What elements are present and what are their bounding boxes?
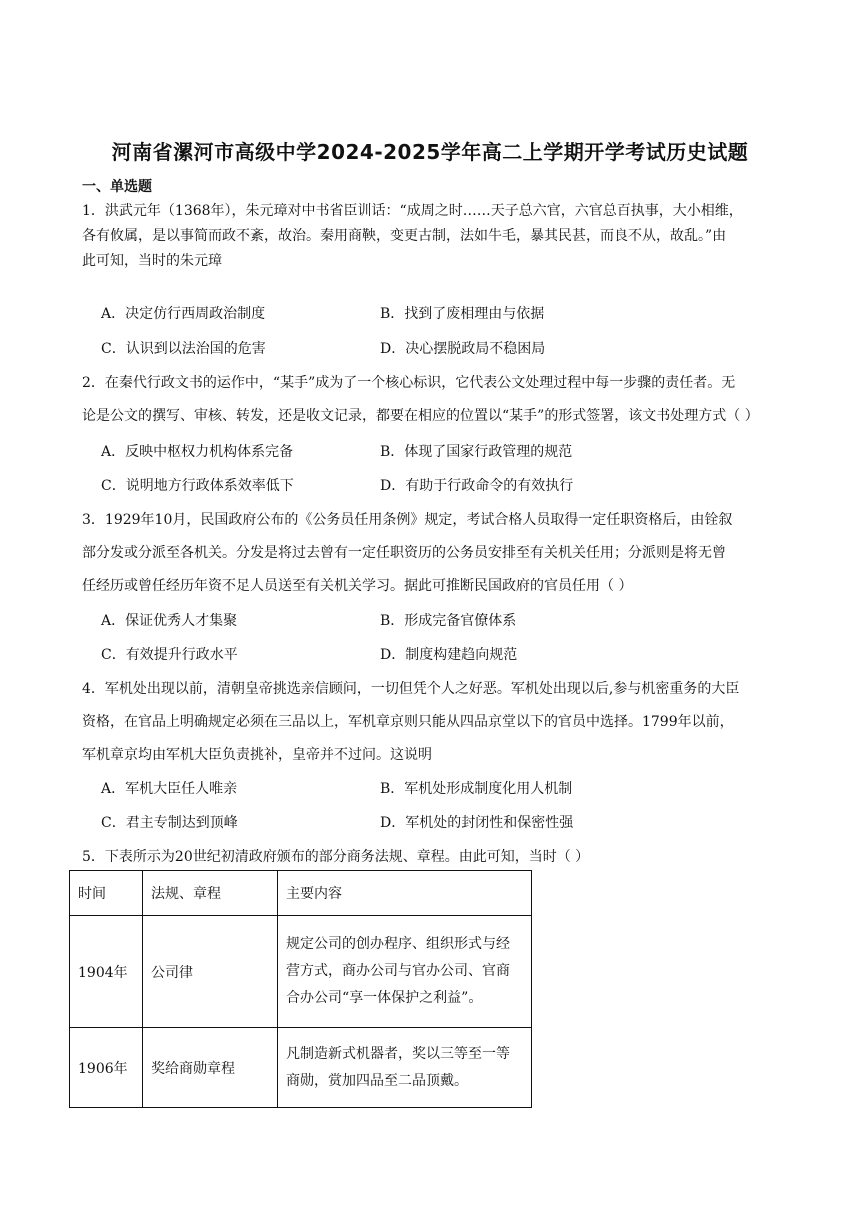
option-b[interactable]: B．找到了废相理由与依据 [380,306,545,322]
question-text-line: 资格，在官品上明确规定必须在三品以上，军机章京则只能从四品京堂以下的官员中选择。1799年以前， [82,714,734,730]
option-d[interactable]: D．制度构建趋向规范 [380,647,518,663]
option-b[interactable]: B．军机处形成制度化用人机制 [380,781,573,797]
table-cell-year: 1906年 [70,1028,143,1108]
question-text-line: 各有攸属，是以事简而政不紊，故治。秦用商鞅，变更古制，法如牛毛，暴其民甚，而良不从，故乱。”由 [82,228,727,244]
table-cell-content [278,1028,532,1108]
option-c[interactable]: C．有效提升行政水平 [101,647,238,663]
table-header-row [70,871,532,916]
table-row [70,1028,532,1108]
option-a[interactable]: A．保证优秀人才集聚 [101,613,238,629]
option-a[interactable]: A．决定仿行西周政治制度 [101,306,266,322]
table-cell-name: 公司律 [143,916,278,1028]
content-line: 凡制造新式机器者，奖以三等至一等 [286,1045,510,1062]
option-c[interactable]: C．君主专制达到顶峰 [101,815,238,831]
question-text-line: 论是公文的撰写、审核、转发，还是收文记录，都要在相应的位置以“某手”的形式签署，该文书处理方式（ ） [82,408,759,424]
option-d[interactable]: D．有助于行政命令的有效执行 [380,478,574,494]
table-header-cell: 主要内容 [278,871,532,916]
question-text-line: 部分发或分派至各机关。分发是将过去曾有一定任职资历的公务员安排至有关机关任用；分派则是将无曾 [82,545,726,561]
table-row [70,916,532,1028]
option-d[interactable]: D．军机处的封闭性和保密性强 [380,815,574,831]
question-text-line: 4．军机处出现以前，清朝皇帝挑选亲信顾问，一切但凭个人之好恶。军机处出现以后,参与机密重务的大臣 [82,681,740,697]
question-text-line: 军机章京均由军机大臣负责挑补，皇帝并不过问。这说明 [82,747,432,763]
content-line: 商勋，赏加四品至二品顶戴。 [286,1072,468,1089]
exam-title: 河南省漯河市高级中学2024-2025学年高二上学期开学考试历史试题 [111,140,749,164]
question-text-line: 2．在秦代行政文书的运作中，“某手”成为了一个核心标识，它代表公文处理过程中每一步骤的责任者。无 [82,375,736,391]
option-b[interactable]: B．形成完备官僚体系 [380,613,517,629]
option-a[interactable]: A．反映中枢权力机构体系完备 [101,444,294,460]
option-a[interactable]: A．军机大臣任人唯亲 [101,781,238,797]
option-c[interactable]: C．认识到以法治国的危害 [101,341,266,357]
regulations-table [69,870,532,1108]
table-cell-year: 1904年 [70,916,143,1028]
option-c[interactable]: C．说明地方行政体系效率低下 [101,478,294,494]
question-text-line: 5．下表所示为20世纪初清政府颁布的部分商务法规、章程。由此可知，当时（ ） [82,849,590,865]
content-line: 规定公司的创办程序、组织形式与经 [286,936,510,952]
table-header-cell: 时间 [70,871,143,916]
table-cell-content [278,916,532,1028]
option-d[interactable]: D．决心摆脱政局不稳困局 [380,341,546,357]
section-heading: 一、单选题 [82,179,152,195]
option-b[interactable]: B．体现了国家行政管理的规范 [380,444,573,460]
question-text-line: 此可知，当时的朱元璋 [82,253,222,269]
question-text-line: 任经历或曾任经历年资不足人员送至有关机关学习。据此可推断民国政府的官员任用（ ） [82,578,633,594]
table-cell-name: 奖给商勋章程 [143,1028,278,1108]
question-text-line: 1．洪武元年（1368年），朱元璋对中书省臣训话：“成周之时……天子总六官，六官总百执事，大小相维， [82,203,743,219]
content-line: 合办公司“享一体保护之利益”。 [286,990,483,1006]
table-header-cell: 法规、章程 [143,871,278,916]
content-line: 营方式，商办公司与官办公司、官商 [286,963,510,979]
question-text-line: 3．1929年10月，民国政府公布的《公务员任用条例》规定，考试合格人员取得一定任职资格后，由铨叙 [82,512,733,528]
